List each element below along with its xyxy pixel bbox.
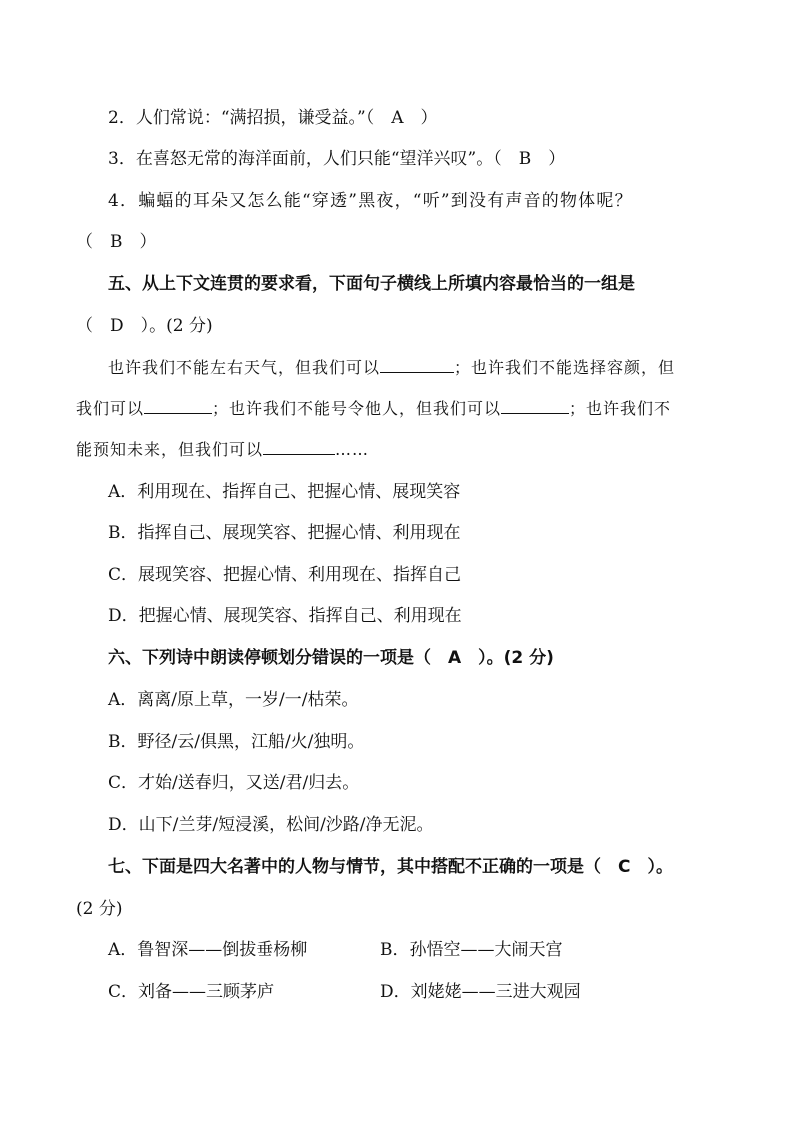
- section7-option-b: B．孙悟空——大闹天宫: [380, 940, 563, 960]
- section6-option-c: C．才始/送春归，又送/君/归去。: [108, 773, 360, 793]
- fill-blank: [380, 356, 454, 373]
- fill-blank: [144, 397, 212, 414]
- section6-title: 六、下列诗中朗读停顿划分错误的一项是（ A ）。(2 分): [108, 648, 554, 668]
- section5-option-a: A．利用现在、指挥自己、把握心情、展现笑容: [108, 482, 461, 502]
- section5-option-d: D．把握心情、展现笑容、指挥自己、利用现在: [108, 606, 462, 626]
- section5-passage-line2: [76, 397, 671, 421]
- passage-text: 我们可以: [76, 399, 145, 418]
- section6-option-b: B．野径/云/俱黑，江船/火/独明。: [108, 732, 365, 752]
- section5-title-cont: （ D ）。(2 分): [76, 316, 213, 336]
- section5-option-b: B．指挥自己、展现笑容、把握心情、利用现在: [108, 523, 461, 543]
- section6-option-d: D．山下/兰芽/短浸溪，松间/沙路/净无泥。: [108, 815, 434, 835]
- passage-text: ；也许我们不能号令他人，但我们可以: [212, 399, 502, 418]
- section5-passage-line3: [76, 438, 369, 462]
- line-q4-part1: 4．蝙蝠的耳朵又怎么能“穿透”黑夜，“听”到没有声音的物体呢？: [108, 191, 633, 211]
- passage-text: 能预知未来，但我们可以: [76, 440, 264, 459]
- line-q3: 3．在喜怒无常的海洋面前，人们只能“望洋兴叹”。（ B ）: [108, 149, 566, 169]
- section5-option-c: C．展现笑容、把握心情、利用现在、指挥自己: [108, 565, 462, 585]
- section7-title: 七、下面是四大名著中的人物与情节，其中搭配不正确的一项是（ C ）。: [108, 857, 673, 877]
- section7-score: (2 分): [76, 899, 123, 919]
- section7-option-d: D．刘姥姥——三进大观园: [380, 982, 581, 1002]
- passage-text: ……: [335, 440, 370, 459]
- section5-passage-line1: [108, 356, 675, 380]
- passage-text: ；也许我们不能选择容颜，但: [454, 358, 676, 377]
- fill-blank: [501, 397, 569, 414]
- passage-text: ；也许我们不: [569, 399, 672, 418]
- section6-option-a: A．离离/原上草，一岁/一/枯荣。: [108, 690, 359, 710]
- section7-option-a: A．鲁智深——倒拔垂杨柳: [108, 940, 308, 960]
- line-q2: 2．人们常说：“满招损，谦受益。”（ A ）: [108, 108, 438, 128]
- section5-title: 五、从上下文连贯的要求看，下面句子横线上所填内容最恰当的一组是: [108, 274, 635, 294]
- section7-option-c: C．刘备——三顾茅庐: [108, 982, 275, 1002]
- passage-text: 也许我们不能左右天气，但我们可以: [108, 358, 381, 377]
- fill-blank: [263, 438, 335, 455]
- line-q4-part2: （ B ）: [76, 232, 157, 252]
